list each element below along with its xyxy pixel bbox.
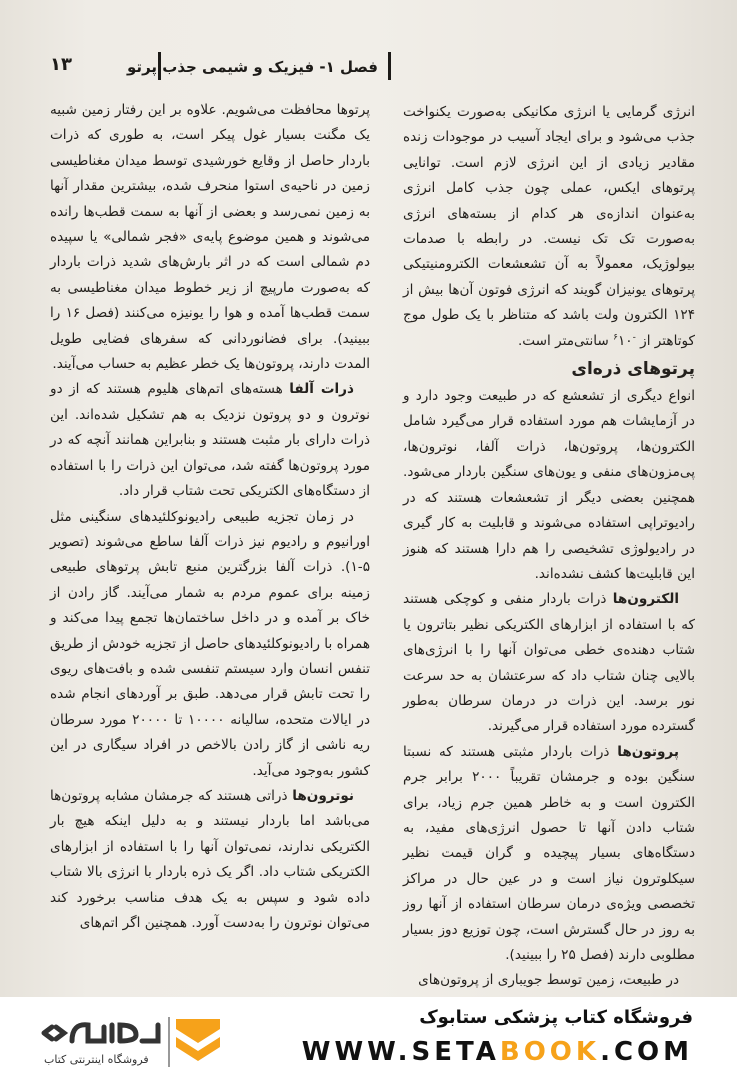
keyword: نوترون‌ها [292,787,354,804]
running-header [0,48,737,88]
paragraph: انواع دیگری از تشعشع که در طبیعت وجود دارد و در آزمایشات هم مورد استفاده قرار می‌گیرد شامل الکترون‌ها، پروتون‌ها، ذرات آلفا، نوترون‌ها، پی‌مزون‌های منفی و یون‌های سنگین باردار می‌شود. همچنین بعضی دیگر از تشعشعات هستند که در رادیوتراپی استفاده می‌شوند و قابلیت به کار گیری در رادیولوژی تشخیصی را هم دارا هستند که هنوز این قابلیت‌ها کشف نشده‌اند. [403,388,695,582]
keyword: پروتون‌ها [617,743,679,760]
paragraph: در طبیعت، زمین توسط جویباری از پروتون‌های [418,972,679,989]
store-banner [0,997,737,1079]
paragraph-text: ذرات باردار مثبتی هستند که نسبتا سنگین بوده و جرمشان تقریباً ۲۰۰۰ برابر جرم الکترون است و به خاطر همین جرم زیاد، برای شتاب دادن آنها تا حصول انرژی‌های مفید، به دستگاه‌های بسیار پیچیده و گران قیمت نظیر سیکلوترون نیاز است و در عین حال در مراکز تخصصی ویژه‌ی درمان سرطان استفاده از آنها روز به روز در حال گسترش است، چون توزیع دوز بسیار مطلوبی دارند (فصل ۲۵ را ببینید). [403,743,695,963]
logo-subtext: فروشگاه اینترنتی کتاب [44,1053,149,1066]
paragraph [50,784,370,936]
keyword: الکترون‌ها [612,591,679,608]
url-accent: BOOK [499,1037,601,1067]
paragraph-text: انرژی گرمایی یا انرژی مکانیکی به‌صورت یکنواخت جذب می‌شود و برای ایجاد آسیب در موجودات زنده مقادیر زیادی از این انرژی لازم است. توانایی پرتوهای ایکس، عملی چون جذب کامل انرژی به‌عنوان اندازه‌ی هر کدام از بسته‌های انرژی به‌صورت تک تک نیست. در رابطه با صدمات بیولوژیک، معمولاً به آن تشعشعات الکترومنیتیکی پرتوهای یونیزان گویند که انرژی فوتون آن‌ها بیش از ۱۲۴ الکترون ولت باشد که متناظر با یک طول موج کوتاهتر از [403,104,695,349]
paragraph-text: ذرات باردار منفی و کوچکی هستند که با استفاده از ابزارهای الکتریکی نظیر بتاترون یا شتاب دهنده‌ی خطی می‌توان آنها را با انرژی‌های بالایی چنان شتاب داد که سرعتشان به حد سرعت نور برسد. این ذرات در درمان سرطان به‌طور گسترده مورد استفاده قرار می‌گیرند. [403,591,695,735]
setabook-logo[interactable] [36,1013,221,1071]
paragraph [403,100,695,354]
chapter-title: فصل ۱- فیزیک و شیمی جذب پرتو [127,58,378,76]
right-text-column [403,100,695,994]
keyword: ذرات آلفا [289,381,354,398]
paragraph-text: ۱۰ سانتی‌متر است. [517,332,633,349]
url-suffix: .COM [600,1037,693,1067]
shop-name: فروشگاه کتاب پزشکی ستابوک [419,1007,693,1028]
paragraph: پرتوها محافظت می‌شویم. علاوه بر این رفتار زمین شبیه یک مگنت بسیار غول پیکر است، به طوری که ذرات باردار حاصل از وقایع خورشیدی توسط میدان مغناطیسی زمین در ناحیه‌ی استوا منحرف شده، بیشترین مقدار آنها به زمین نمی‌رسد و بعضی از آنها به سمت قطب‌ها رانده می‌شوند و همین موضوع پایه‌ی «فجر شمالی» یا سپیده دم شمالی است که در اثر بارش‌های شدید ذرات باردار که به‌صورت مارپیچ از زیر خطوط میدان مغناطیسی به سمت قطب‌ها آمده و هوا را یونیزه می‌کنند (فصل ۱۶ را ببینید). برای فضانوردانی که سفرهای فضایی طویل المدت دارند، پروتون‌ها یک خطر عظیم به حساب می‌آیند. [50,102,370,373]
left-text-column [50,98,370,936]
section-heading: پرتوهای ذره‌ای [571,359,695,380]
shop-url[interactable] [302,1037,693,1067]
setabook-logo-icon [36,1013,221,1071]
paragraph: در زمان تجزیه طبیعی رادیونوکلئیدهای سنگینی مثل اورانیوم و رادیوم نیز ذرات آلفا ساطع می‌شوند (تصویر ۵-۱). ذرات آلفا بزرگترین منبع تابش پرتوهای طبیعی زمینه برای عموم مردم به شمار می‌آیند. گاز رادن از خاک بر آمده و در داخل ساختمان‌ها تجمع پیدا می‌کند و همراه با رادیونوکلئیدهای حاصل از تجزیه خودش از طریق تنفس انسان وارد سیستم تنفسی شده و بافت‌های ریوی را تحت تابش قرار می‌دهد. طبق بر آوردهای انجام شده در ایالات متحده، سالیانه ۱۰۰۰۰ تا ۲۰۰۰۰ مورد سرطان ریه ناشی از گاز رادن بالاخص در افراد سیگاری در این کشور به‌وجود می‌آید. [50,508,370,779]
paragraph [50,377,370,504]
paragraph [403,587,695,739]
paragraph [403,740,695,969]
paragraph-text: هسته‌های اتم‌های هلیوم هستند که از دو نوترون و دو پروتون نزدیک به هم تشکیل شده‌اند. این ذرات دارای بار مثبت هستند و بنابراین همانند آنچه که در مورد پروتون‌ها گفته شد، می‌توان این ذرات را با استفاده از دستگاه‌های الکتریکی تحت شتاب قرار داد. [50,381,370,500]
header-divider [388,52,391,80]
exponent: -۶ [613,332,636,343]
page-number: ۱۳ [50,54,72,75]
url-prefix: WWW.SETA [301,1037,500,1067]
paragraph-text: ذراتی هستند که جرمشان مشابه پروتون‌ها می‌باشد اما باردار نیستند و به دلیل اینکه هیچ بار الکتریکی ندارند، نمی‌توان آنها را با استفاده از ابزارهای الکتریکی شتاب داد. اگر یک ذره باردار با انرژی بالا شتاب داده شود و سپس به یک هدف مناسب برخورد کند می‌توان نوترون را به‌دست آورد. همچنین اگر اتم‌های [50,787,370,931]
